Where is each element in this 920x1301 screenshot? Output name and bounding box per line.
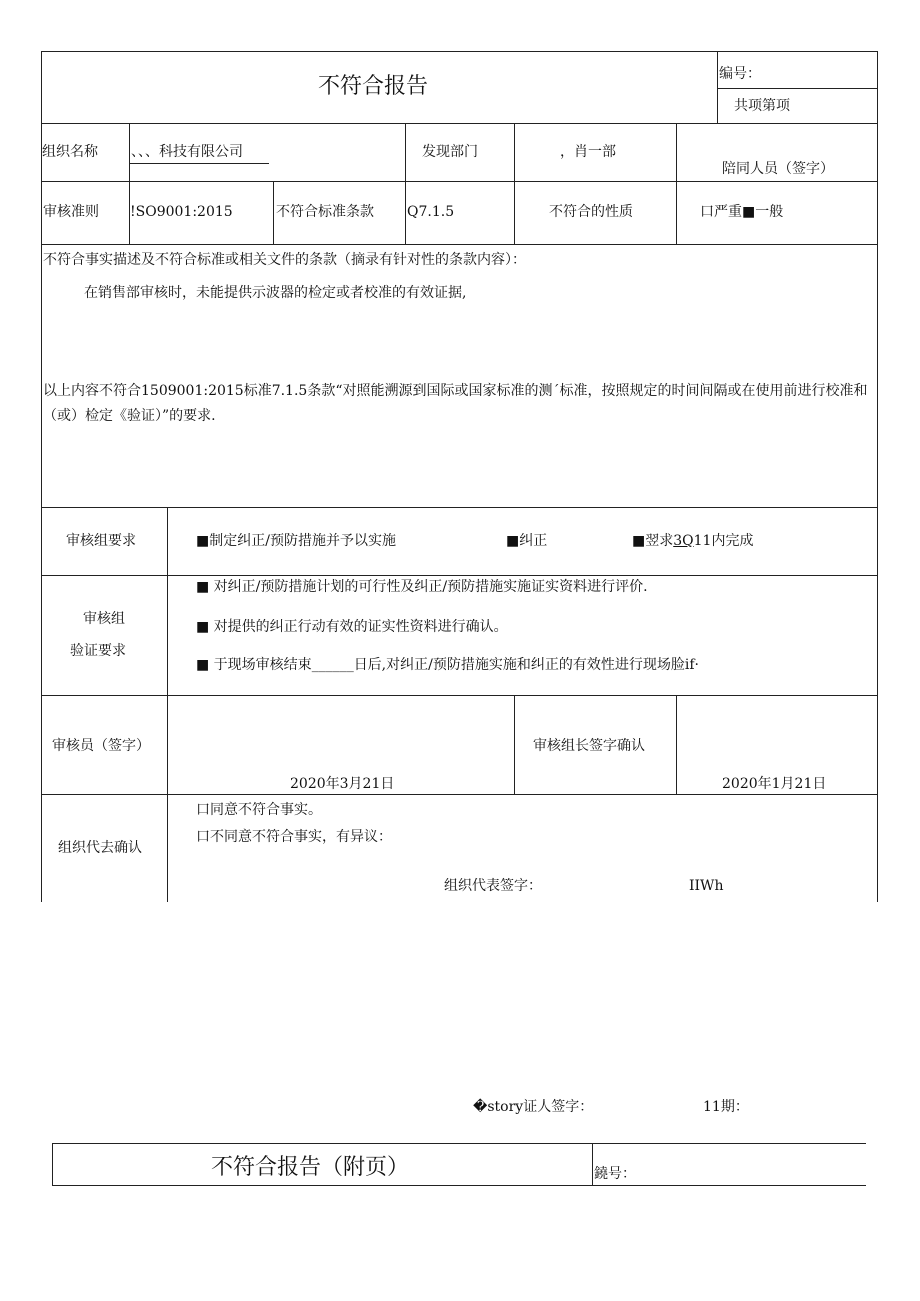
leader-signature-label: 审核组长签字确认 [533,738,645,754]
requirement-corrective-action: ■制定纠正/预防措施并予以实施 [196,533,396,549]
verification-onsite-suffix: 日后,对纠正/预防措施实施和纠正的有效性进行现场脸if· [353,657,699,673]
appendix-title: 不符合报告（附页） [211,1155,410,1180]
verification-onsite-prefix: ■ 于现场审核结束 [196,657,312,673]
org-confirm-disagree: 口不同意不符合事实，有异议： [196,829,392,845]
org-confirm-label: 组织代去确认 [58,840,142,856]
accompany-label: 陪同人员（签字） [722,161,834,177]
audit-requirements-label: 审核组要求 [66,533,136,549]
requirement-deadline-suffix: 11内完成 [693,533,754,549]
org-name-label: 组织名称 [42,144,98,160]
requirement-correction: ■纠正 [506,533,548,549]
clause-value: Q7.1.5 [407,204,455,220]
criteria-label: 审核准则 [43,204,99,220]
nature-value: 口严重■一般 [700,204,784,220]
clause-label: 不符合标准条款 [276,204,374,220]
verification-label-line2: 验证要求 [70,643,126,659]
org-rep-signature-label: 组织代表签字： [444,878,542,894]
verification-onsite-blank: ______ [311,657,354,673]
verification-item-confirm: ■ 对提供的纠正行动有效的证实性资料进行确认。 [196,619,508,635]
auditor-signature-label: 审核员（签字） [52,738,150,754]
nature-label: 不符合的性质 [549,204,633,220]
verifier-date-label: 11期： [703,1099,749,1115]
requirement-deadline [632,533,753,550]
facts-heading: 不符合事实描述及不符合标准或相关文件的条款（摘录有针对性的条款内容）： [43,252,526,268]
requirement-deadline-prefix: ■翌求 [632,533,674,549]
org-confirm-agree: 口同意不符合事实。 [196,802,322,818]
dept-value: ，肖一部 [560,144,616,160]
verification-item-evaluate: ■ 对纠正/预防措施计划的可行性及纠正/预防措施实施证实资料进行评价. [196,579,648,595]
leader-date: 2020年1月21日 [722,776,827,792]
verification-label-line1: 审核组 [83,611,125,627]
facts-conclusion: 以上内容不符合1509001:2015标准7.1.5条款“对照能溯源到国际或国家标准的测ˊ标准，按照规定的时间间隔或在使用前进行校准和（或）检定《验证）”的要求. [43,383,868,424]
report-number-label: 编号： [719,66,761,82]
criteria-value: !SO9001:2015 [130,204,233,220]
requirement-deadline-days: 3Q [673,533,694,549]
verification-item-onsite [196,657,699,674]
org-rep-signature-value: IIWh [689,878,724,894]
report-title: 不符合报告 [318,74,429,99]
facts-description: 在销售部审核时，未能提供示波器的检定或者校准的有效证据, [84,285,467,301]
appendix-number-label: 鐃号： [594,1166,636,1182]
verifier-signature-label: �story证人签字： [473,1099,594,1115]
page-count-label: 共项第项 [734,98,790,114]
dept-label: 发现部门 [422,144,478,160]
auditor-date: 2020年3月21日 [290,776,395,792]
org-name-value: 、、、科技有限公司 [131,144,243,160]
